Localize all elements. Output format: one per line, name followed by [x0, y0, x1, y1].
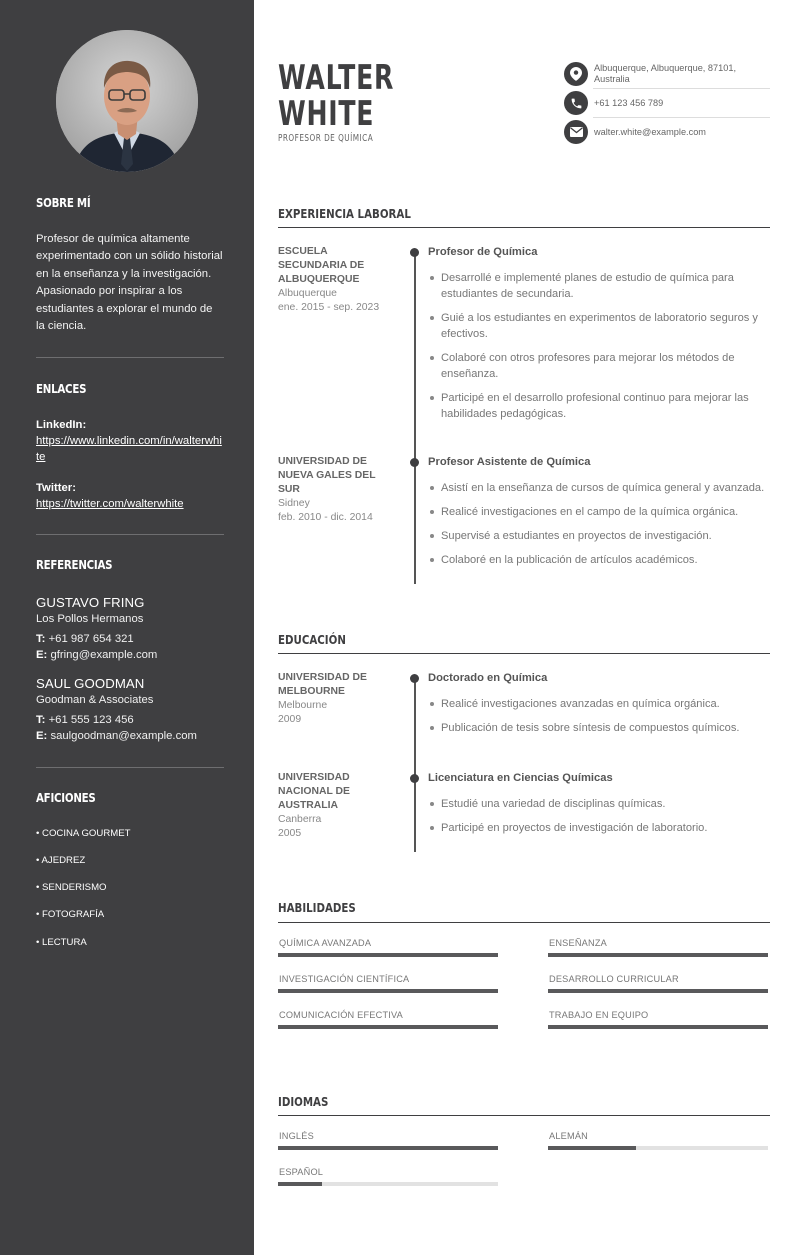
hobbies-section — [36, 790, 224, 805]
address-text: Albuquerque, Albuquerque, 87101, Australia — [594, 63, 737, 84]
divider — [593, 117, 770, 118]
hobby-item: • SENDERISMO — [36, 882, 107, 893]
skill-label: DESARROLLO CURRICULAR — [549, 974, 679, 984]
languages-title: IDIOMAS — [278, 1094, 329, 1109]
role-title: Profesor de Química — [428, 246, 538, 258]
reference-company: Los Pollos Hermanos — [36, 613, 144, 625]
organization: UNIVERSIDAD DE NUEVA GALES DEL SUR — [278, 456, 376, 495]
skill-item — [278, 1010, 498, 1029]
responsibility-list — [428, 480, 770, 576]
list-item: Participé en proyectos de investigación de laboratorio. — [428, 820, 770, 836]
section-rule — [278, 653, 770, 654]
contact-phone — [564, 91, 770, 115]
contact-address — [564, 62, 770, 86]
about-section — [36, 195, 224, 210]
skill-bar — [278, 989, 498, 993]
timeline-line — [414, 252, 416, 584]
references-section — [36, 557, 224, 572]
reference-email: E: gfring@example.com — [36, 649, 158, 661]
list-item: Realicé investigaciones avanzadas en química orgánica. — [428, 696, 770, 712]
hobby-item: • LECTURA — [36, 937, 87, 948]
list-item: Asistí en la enseñanza de cursos de química general y avanzada. — [428, 480, 770, 496]
achievement-list — [428, 796, 770, 844]
twitter-item — [36, 480, 224, 512]
section-rule — [278, 227, 770, 228]
location: Sidney — [278, 498, 310, 509]
role-title: Profesor Asistente de Química — [428, 456, 591, 468]
timeline-dot — [410, 248, 419, 257]
skill-item — [278, 974, 498, 993]
timeline-dot — [410, 458, 419, 467]
language-bar — [278, 1146, 498, 1150]
language-item — [278, 1167, 498, 1186]
divider — [593, 88, 770, 89]
hobby-item: • AJEDREZ — [36, 855, 86, 866]
language-item — [278, 1131, 498, 1150]
education-entry-meta — [278, 771, 396, 841]
reference-phone: T: +61 987 654 321 — [36, 633, 134, 645]
skill-bar — [548, 953, 768, 957]
skill-label: ENSEÑANZA — [549, 938, 607, 948]
hobby-item: • FOTOGRAFÍA — [36, 909, 105, 920]
dates: ene. 2015 - sep. 2023 — [278, 302, 380, 313]
twitter-label: Twitter: — [36, 482, 76, 494]
hobby-item: • COCINA GOURMET — [36, 828, 131, 839]
divider — [36, 534, 224, 535]
location: Albuquerque — [278, 288, 337, 299]
dates: 2005 — [278, 828, 302, 839]
dates: feb. 2010 - dic. 2014 — [278, 512, 373, 523]
first-name: WALTER — [278, 58, 395, 98]
reference-email: E: saulgoodman@example.com — [36, 730, 197, 742]
skill-label: COMUNICACIÓN EFECTIVA — [279, 1010, 403, 1020]
degree-title: Doctorado en Química — [428, 672, 548, 684]
linkedin-link[interactable]: https://www.linkedin.com/in/walterwhite — [36, 435, 222, 463]
linkedin-label: LinkedIn: — [36, 419, 87, 431]
twitter-link[interactable]: https://twitter.com/walterwhite — [36, 498, 184, 510]
email-icon — [564, 120, 588, 144]
dates: 2009 — [278, 714, 302, 725]
skill-bar — [278, 953, 498, 957]
contact-email — [564, 120, 770, 144]
list-item: Publicación de tesis sobre síntesis de compuestos químicos. — [428, 720, 770, 736]
experience-entry-meta — [278, 245, 396, 315]
skill-bar — [548, 1025, 768, 1029]
reference-name: GUSTAVO FRING — [36, 595, 145, 610]
sidebar — [0, 0, 254, 1255]
institution: UNIVERSIDAD DE MELBOURNE — [278, 672, 367, 697]
reference-item — [36, 594, 224, 663]
section-rule — [278, 1115, 770, 1116]
reference-name: SAUL GOODMAN — [36, 676, 145, 691]
list-item: Guié a los estudiantes en experimentos de laboratorio seguros y efectivos. — [428, 310, 770, 342]
profile-photo — [56, 30, 198, 172]
list-item: Realicé investigaciones en el campo de la química orgánica. — [428, 504, 770, 520]
achievement-list — [428, 696, 770, 744]
reference-company: Goodman & Associates — [36, 694, 154, 706]
skill-item — [548, 1010, 768, 1029]
language-label: ALEMÁN — [549, 1131, 588, 1141]
institution: UNIVERSIDAD NACIONAL DE AUSTRALIA — [278, 772, 350, 811]
phone-icon — [564, 91, 588, 115]
links-section — [36, 381, 224, 396]
section-rule — [278, 922, 770, 923]
timeline-dot — [410, 774, 419, 783]
skill-bar — [278, 1025, 498, 1029]
list-item: Colaboré con otros profesores para mejorar los métodos de enseñanza. — [428, 350, 770, 382]
reference-item — [36, 675, 224, 744]
responsibility-list — [428, 270, 770, 430]
references-title: REFERENCIAS — [36, 557, 113, 572]
list-item: Participé en el desarrollo profesional continuo para mejorar las habilidades pedagógicas. — [428, 390, 770, 422]
last-name: WHITE — [278, 94, 375, 134]
list-item: Estudié una variedad de disciplinas químicas. — [428, 796, 770, 812]
education-title: EDUCACIÓN — [278, 632, 346, 647]
education-entry-meta — [278, 671, 396, 727]
list-item: Desarrollé e implementé planes de estudio de química para estudiantes de secundaria. — [428, 270, 770, 302]
language-bar — [548, 1146, 768, 1150]
organization: ESCUELA SECUNDARIA DE ALBUQUERQUE — [278, 246, 365, 285]
skill-label: TRABAJO EN EQUIPO — [549, 1010, 649, 1020]
phone-text: +61 123 456 789 — [594, 97, 664, 108]
list-item: Supervisé a estudiantes en proyectos de investigación. — [428, 528, 770, 544]
divider — [36, 767, 224, 768]
location: Melbourne — [278, 700, 328, 711]
timeline-line — [414, 678, 416, 852]
skill-item — [548, 974, 768, 993]
skill-bar — [548, 989, 768, 993]
timeline-dot — [410, 674, 419, 683]
about-title: SOBRE MÍ — [36, 195, 91, 210]
linkedin-item — [36, 417, 224, 465]
skill-label: INVESTIGACIÓN CIENTÍFICA — [279, 974, 410, 984]
email-text: walter.white@example.com — [594, 126, 706, 137]
about-text: Profesor de química altamente experimentado con un sólido historial en la enseñanza y la investigación. Apasionado por inspirar a los estudiantes a explorar el mundo de la ciencia. — [36, 233, 223, 333]
language-item — [548, 1131, 768, 1150]
skill-label: QUÍMICA AVANZADA — [279, 938, 372, 948]
skill-item — [548, 938, 768, 957]
list-item: Colaboré en la publicación de artículos académicos. — [428, 552, 770, 568]
language-label: INGLÉS — [279, 1131, 314, 1141]
location-pin-icon — [564, 62, 588, 86]
skill-item — [278, 938, 498, 957]
experience-entry-meta — [278, 455, 396, 525]
skills-title: HABILIDADES — [278, 900, 356, 915]
location: Canberra — [278, 814, 322, 825]
divider — [36, 357, 224, 358]
degree-title: Licenciatura en Ciencias Químicas — [428, 772, 613, 784]
hobbies-list — [36, 827, 224, 957]
hobbies-title: AFICIONES — [36, 790, 96, 805]
links-title: ENLACES — [36, 381, 87, 396]
reference-phone: T: +61 555 123 456 — [36, 714, 134, 726]
language-label: ESPAÑOL — [279, 1167, 324, 1177]
language-bar — [278, 1182, 498, 1186]
experience-title: EXPERIENCIA LABORAL — [278, 206, 411, 221]
job-title: PROFESOR DE QUÍMICA — [278, 133, 374, 144]
